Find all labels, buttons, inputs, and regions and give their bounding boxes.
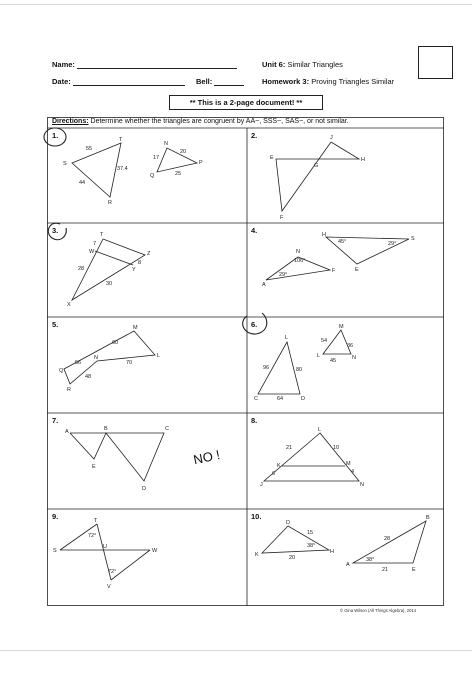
problem-8-number: 8. <box>251 416 258 425</box>
p10-label-e: E <box>412 567 416 573</box>
p8-label-j: J <box>260 482 263 488</box>
p10-label-28: 28 <box>384 536 391 542</box>
p10-triangle-dkh <box>262 526 329 553</box>
p9-label-w: W <box>152 548 158 554</box>
p1-label-44: 44 <box>79 180 86 186</box>
p1-label-r: R <box>108 200 112 206</box>
p4-label-29a: 29° <box>388 241 397 247</box>
homework-label: Homework 3: <box>262 77 310 86</box>
p7-label-e: E <box>92 464 96 470</box>
p5-label-56: 56 <box>75 360 82 366</box>
p1-triangle-tsr <box>72 143 121 197</box>
problem-7-number: 7. <box>52 416 59 425</box>
p6-label-96: 96 <box>263 365 270 371</box>
p1-label-t: T <box>119 137 123 143</box>
circle-mark-6 <box>243 313 267 334</box>
problem-1-number: 1. <box>52 131 59 140</box>
p8-label-4: 4 <box>351 469 355 475</box>
p5-label-60: 60 <box>112 340 119 346</box>
p6-triangle-mln <box>323 330 354 354</box>
p1-label-n: N <box>164 141 168 147</box>
circle-mark-1 <box>44 128 66 146</box>
p2-label-e: E <box>270 155 274 161</box>
handwritten-answer: NO ! <box>192 447 222 468</box>
p1-label-25: 25 <box>175 171 182 177</box>
unit-title: Similar Triangles <box>287 60 343 69</box>
p1-triangle-nqp <box>157 148 197 172</box>
two-page-notice: ** This is a 2-page document! ** <box>169 95 323 110</box>
p3-label-z: Z <box>147 251 151 257</box>
p2-label-f: F <box>280 215 284 221</box>
p1-label-p: P <box>199 160 203 166</box>
unit-label: Unit 6: <box>262 60 286 69</box>
circle-mark-3 <box>48 223 66 239</box>
p6-label-l2: L <box>317 353 321 359</box>
p6-label-36: 36 <box>347 343 354 349</box>
p9-label-s: S <box>53 548 57 554</box>
p3-label-7: 7 <box>93 241 97 247</box>
p1-label-37-4: 37.4 <box>117 166 128 172</box>
p1-label-s: S <box>63 161 67 167</box>
p3-label-w: W <box>89 249 95 255</box>
p9-figure <box>60 524 150 580</box>
p8-label-m: M <box>346 461 351 467</box>
p8-label-10: 10 <box>333 445 340 451</box>
p4-label-f: F <box>332 268 336 274</box>
p4-label-45: 45° <box>338 239 347 245</box>
p10-label-k: K <box>255 552 259 558</box>
p7-figure <box>70 433 164 481</box>
p6-label-64: 64 <box>277 396 284 402</box>
p2-figure <box>276 142 359 211</box>
p9-label-u: U <box>103 544 107 550</box>
p10-triangle-bae <box>353 521 426 563</box>
p1-label-20: 20 <box>180 149 187 155</box>
p4-label-h: H <box>322 232 326 238</box>
p8-label-6: 6 <box>272 471 276 477</box>
p1-label-55: 55 <box>86 146 93 152</box>
p3-label-y: Y <box>132 267 136 273</box>
p2-label-h: H <box>361 157 365 163</box>
p3-label-8: 8 <box>138 260 142 266</box>
p4-label-n: N <box>296 249 300 255</box>
p9-label-72a: 72° <box>88 533 97 539</box>
problem-9-number: 9. <box>52 512 59 521</box>
p4-label-a: A <box>262 282 266 288</box>
p3-label-t: T <box>100 232 104 238</box>
p3-label-28: 28 <box>78 266 85 272</box>
problem-10-number: 10. <box>251 512 262 521</box>
p4-label-29b: 29° <box>279 272 288 278</box>
bell-label: Bell: <box>196 77 213 86</box>
problem-3-number: 3. <box>52 226 59 235</box>
p10-label-h: H <box>330 549 334 555</box>
p10-label-38a: 38° <box>307 543 316 549</box>
p7-label-c: C <box>165 426 169 432</box>
problem-4-number: 4. <box>251 226 258 235</box>
p9-label-v: V <box>107 584 111 590</box>
p6-label-c: C <box>254 396 258 402</box>
directions-text: Determine whether the triangles are congruent by AA~, SSS~, SAS~, or not similar. <box>90 118 349 125</box>
p8-label-21: 21 <box>286 445 293 451</box>
p6-label-m: M <box>339 324 344 330</box>
p1-label-17: 17 <box>153 155 160 161</box>
p5-label-48: 48 <box>85 374 92 380</box>
p3-label-30: 30 <box>106 281 113 287</box>
name-label: Name: <box>52 60 75 69</box>
p6-label-80: 80 <box>296 367 303 373</box>
p7-label-d: D <box>142 486 146 492</box>
p2-label-g: G <box>314 163 319 169</box>
p5-label-r: R <box>67 387 71 393</box>
p6-label-54: 54 <box>321 338 328 344</box>
p6-label-d: D <box>301 396 305 402</box>
homework-title: Proving Triangles Similar <box>311 77 395 86</box>
p5-label-q: Q <box>59 368 64 374</box>
p6-label-45: 45 <box>330 358 337 364</box>
copyright: © Gina Wilson (All Things Algebra), 2014 <box>340 608 417 613</box>
p8-label-n: N <box>360 482 364 488</box>
p9-label-t: T <box>94 518 98 524</box>
p4-label-106: 106° <box>294 258 306 264</box>
p7-label-a: A <box>65 429 69 435</box>
p5-label-n: N <box>94 355 98 361</box>
p10-label-38b: 38° <box>366 557 375 563</box>
p10-label-a: A <box>346 562 350 568</box>
p10-label-15: 15 <box>307 530 314 536</box>
p9-label-72b: 72° <box>108 569 117 575</box>
p5-label-m: M <box>133 325 138 331</box>
p5-figure <box>64 331 155 384</box>
p8-figure <box>264 433 359 481</box>
p5-label-l: L <box>157 353 161 359</box>
problem-5-number: 5. <box>52 320 59 329</box>
p6-label-l: L <box>285 335 289 341</box>
p5-label-70: 70 <box>126 360 133 366</box>
p8-label-k: K <box>277 463 281 469</box>
date-label: Date: <box>52 77 71 86</box>
problem-2-number: 2. <box>251 131 258 140</box>
problem-6-number: 6. <box>251 320 258 329</box>
p3-label-x: X <box>67 302 71 308</box>
p10-label-20: 20 <box>289 555 296 561</box>
p10-label-21: 21 <box>382 567 389 573</box>
p7-label-b: B <box>104 426 108 432</box>
p8-label-l: L <box>318 427 322 433</box>
p10-label-d: D <box>286 520 290 526</box>
p1-label-q: Q <box>150 173 155 179</box>
directions-label: Directions: <box>52 118 89 125</box>
p6-label-n: N <box>352 355 356 361</box>
p10-label-b: B <box>426 515 430 521</box>
p4-label-s: S <box>411 236 415 242</box>
p4-label-e: E <box>355 267 359 273</box>
p2-label-j: J <box>330 135 333 141</box>
